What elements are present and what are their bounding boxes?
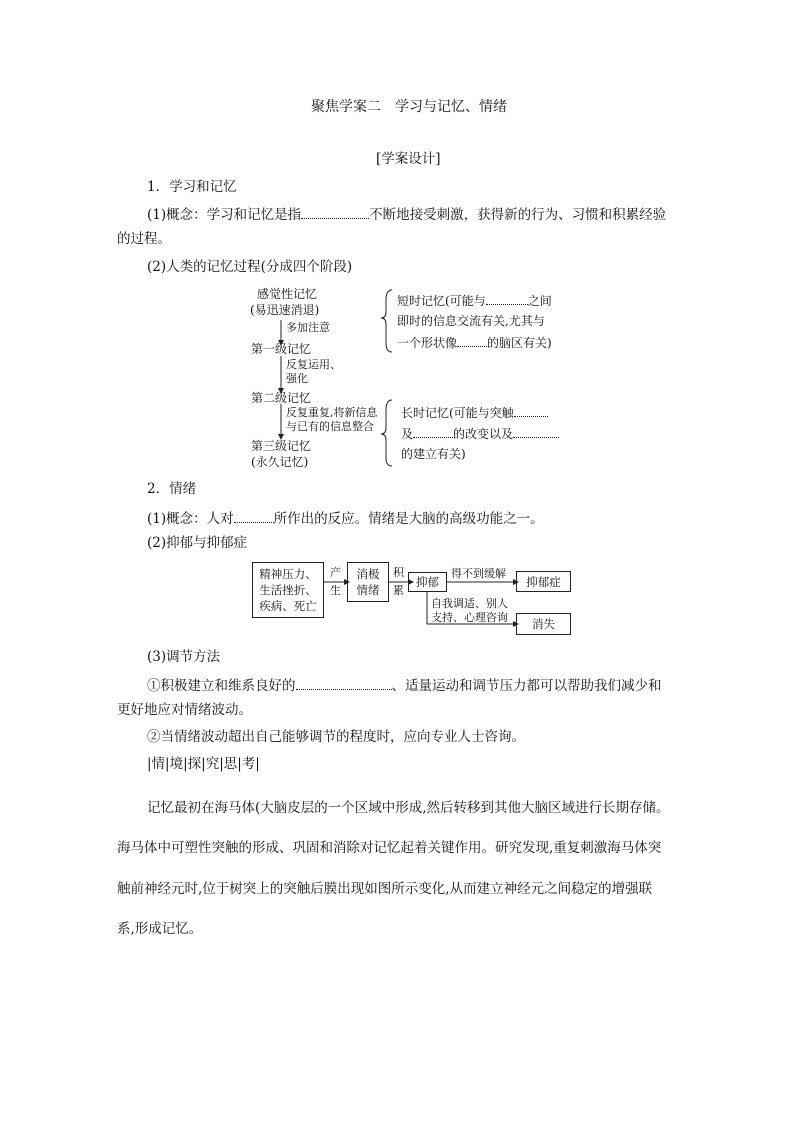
negative-emotion-box bbox=[347, 562, 389, 602]
concept-1-text-a: (1)概念：学习和记忆是指 bbox=[147, 207, 302, 223]
regulation-item-1-text-a: ①积极建立和维系良好的 bbox=[147, 678, 296, 694]
sensory-memory: 感觉性记忆 bbox=[257, 287, 318, 301]
second-level-memory: 第二级记忆 bbox=[251, 391, 312, 405]
memory-process-heading: (2)人类的记忆过程(分成四个阶段) bbox=[147, 259, 353, 275]
regulation-item-1 bbox=[147, 675, 662, 695]
regulation-heading: (3)调节方法 bbox=[147, 649, 221, 665]
passage-line-3: 触前神经元时,位于树突上的突触后膜出现如图所示变化,从而建立神经元之间稳定的增强联 bbox=[117, 881, 653, 897]
sensory-memory-note: (易迅速消退) bbox=[250, 303, 320, 317]
third-level-memory: 第三级记忆 bbox=[251, 439, 312, 453]
arrow-label-attention: 多加注意 bbox=[286, 321, 330, 334]
short-term-text-a: 短时记忆(可能与 bbox=[397, 294, 486, 308]
arrow-label-repeat-2: 强化 bbox=[286, 372, 308, 385]
regulation-item-2: ②当情绪波动超出自己能够调节的程度时，应向专业人士咨询。 bbox=[147, 729, 525, 745]
arrow-label-not-relieved: 得不到缓解 bbox=[451, 567, 506, 580]
negative-emotion-line-2: 情绪 bbox=[356, 583, 380, 597]
section-2-heading: 2．情绪 bbox=[147, 481, 197, 497]
long-term-text-a: 长时记忆(可能与突触 bbox=[401, 406, 514, 420]
disappear-box: 消失 bbox=[516, 613, 571, 635]
depression-disorder-box: 抑郁症 bbox=[516, 571, 571, 592]
first-level-memory: 第一级记忆 bbox=[251, 342, 312, 356]
section-1-heading: 1．学习和记忆 bbox=[147, 179, 237, 195]
arrow-label-integrate-1: 反复重复,将新信息 bbox=[286, 406, 378, 419]
arrow-label-produce-1: 产 bbox=[330, 566, 341, 579]
concept-2-text-b: 所作出的反应。情绪是大脑的高级功能之一。 bbox=[273, 511, 544, 527]
short-term-text-d: 一个形状像 bbox=[397, 336, 458, 350]
arrow-label-self-adjust-2: 支持、心理咨询 bbox=[431, 611, 508, 624]
section-label: [学案设计] bbox=[376, 151, 441, 167]
stress-cause-2: 生活挫折、 bbox=[259, 583, 317, 597]
stress-causes-box bbox=[252, 562, 324, 618]
passage-line-4: 系,形成记忆。 bbox=[117, 921, 203, 937]
regulation-item-1-text-b: 、适量运动和调节压力都可以帮助我们减少和 bbox=[391, 678, 662, 694]
negative-emotion-line-1: 消极 bbox=[356, 567, 380, 581]
concept-1-text-b: 不断地接受刺激，获得新的行为、习惯和积累经验 bbox=[369, 207, 667, 223]
stress-cause-1: 精神压力、 bbox=[259, 567, 317, 581]
long-term-memory-line-3: 的建立有关) bbox=[401, 447, 466, 461]
page-title: 聚焦学案二 学习与记忆、情绪 bbox=[311, 99, 507, 115]
short-term-text-b: 之间 bbox=[527, 294, 552, 308]
arrow-label-self-adjust-1: 自我调适、别人 bbox=[431, 597, 508, 610]
arrow-label-repeat-1: 反复运用、 bbox=[286, 358, 341, 371]
depression-heading: (2)抑郁与抑郁症 bbox=[147, 535, 248, 551]
stress-cause-3: 疾病、死亡 bbox=[259, 599, 317, 613]
short-term-memory-line-2: 即时的信息交流有关,尤其与 bbox=[397, 314, 545, 328]
short-term-text-e: 的脑区有关) bbox=[487, 336, 552, 350]
depression-box: 抑郁 bbox=[408, 572, 447, 592]
arrow-label-accumulate-2: 累 bbox=[393, 584, 404, 597]
third-level-note: (永久记忆) bbox=[251, 455, 309, 469]
arrow-label-accumulate-1: 积 bbox=[393, 566, 404, 579]
arrow-label-integrate-2: 与已有的信息整合 bbox=[286, 420, 374, 433]
arrow-label-produce-2: 生 bbox=[330, 584, 341, 597]
long-term-text-c: 的改变以及 bbox=[453, 427, 514, 441]
passage-line-1: 记忆最初在海马体(大脑皮层的一个区域中形成,然后转移到其他大脑区域进行长期存储。 bbox=[147, 800, 670, 816]
regulation-item-1-end: 更好地应对情绪波动。 bbox=[117, 702, 252, 718]
long-term-text-b: 及 bbox=[401, 427, 414, 441]
fill-blank bbox=[296, 675, 392, 690]
concept-2-text-a: (1)概念：人对 bbox=[147, 511, 234, 527]
inquiry-label: |情|境|探|究|思|考| bbox=[147, 756, 260, 772]
passage-line-2: 海马体中可塑性突触的形成、巩固和消除对记忆起着关键作用。研究发现,重复刺激海马体突 bbox=[117, 840, 662, 856]
concept-1-line-end: 的过程。 bbox=[117, 231, 171, 247]
